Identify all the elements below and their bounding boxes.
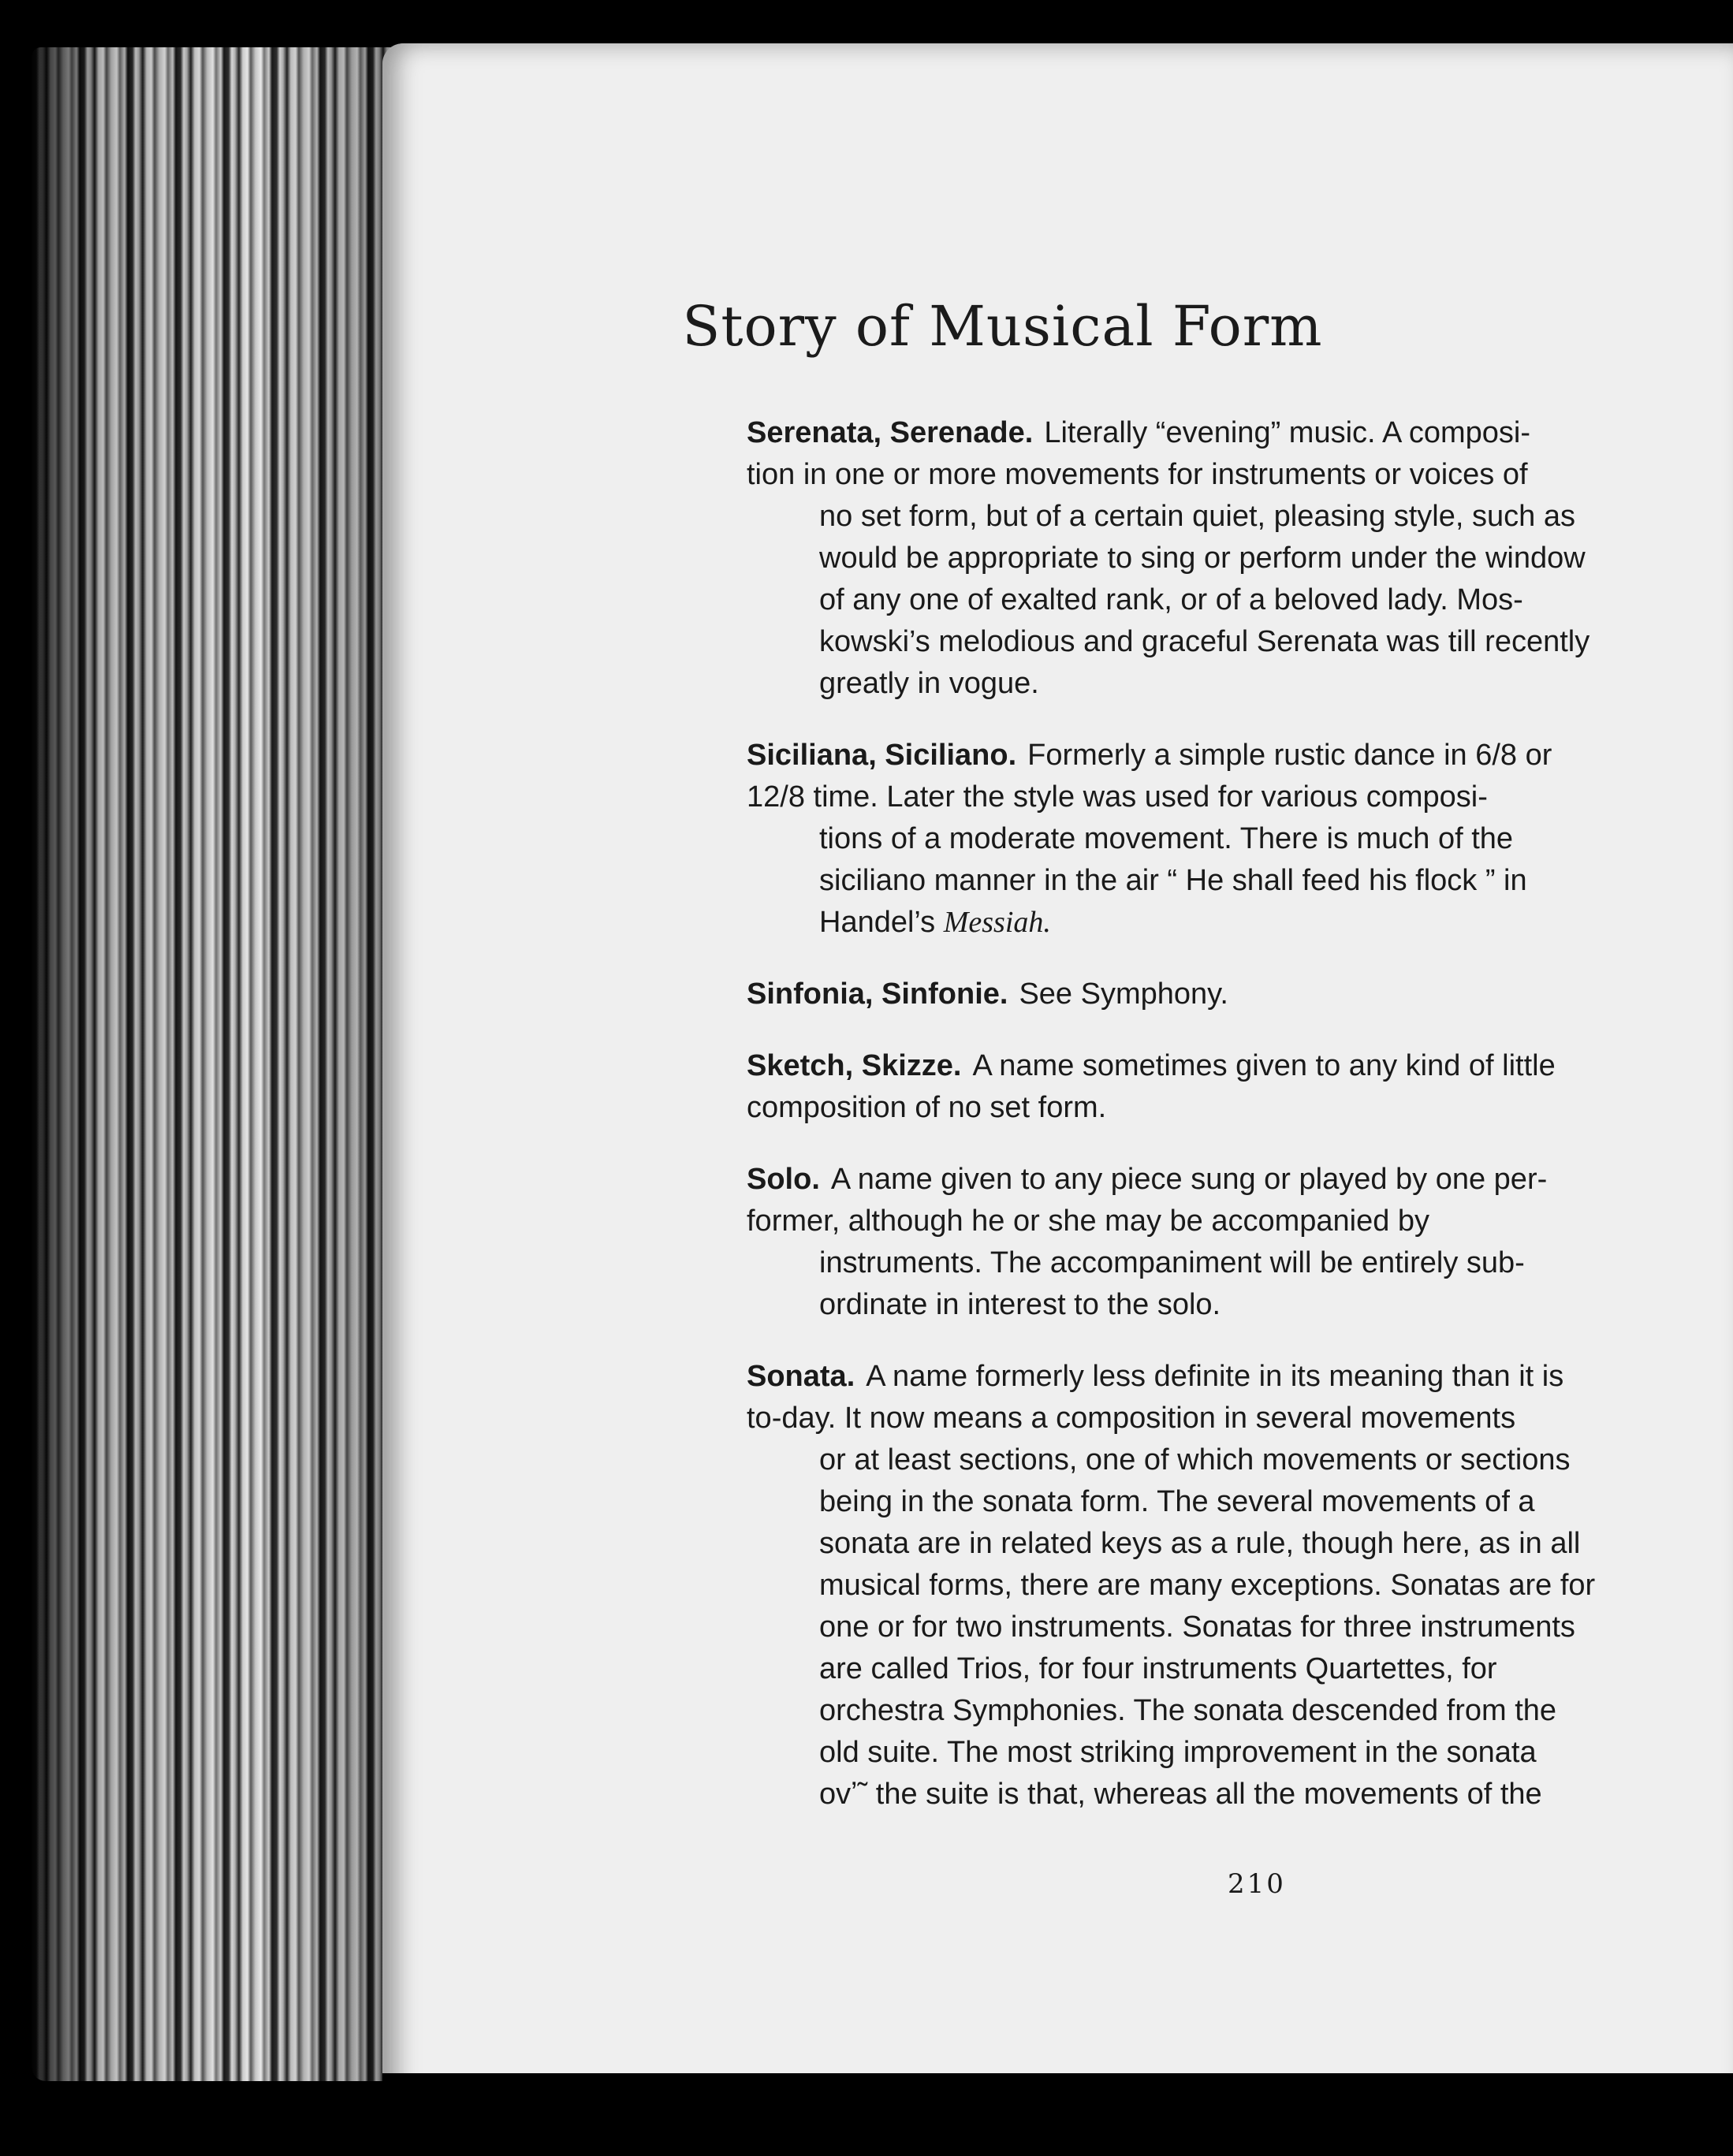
book-page-edges (32, 47, 402, 2081)
entry-text-line: See Symphony. (1019, 977, 1228, 1011)
page-bottom-shadow (382, 2073, 1733, 2156)
entry-text-line: former, although he or she may be accompanied by (747, 1205, 1430, 1238)
entry-text-line: A name given to any piece sung or played by one per- (830, 1163, 1548, 1196)
entry-text-line: greatly in vogue. (819, 667, 1039, 700)
entry-text-line: of any one of exalted rank, or of a beloved lady. Mos- (819, 583, 1523, 616)
page-number: 210 (1228, 1868, 1286, 1900)
entry-text-line: 12/8 time. Later the style was used for various composi- (747, 780, 1488, 814)
entry-text-line: to-day. It now means a composition in several movements (747, 1402, 1516, 1435)
book-page (382, 43, 1733, 2124)
glossary-entry-sketch (747, 1045, 1733, 1129)
page-title: Story of Musical Form (682, 294, 1323, 359)
glossary-entry-serenata (747, 412, 1733, 705)
entry-text-line: are called Trios, for four instruments Quartettes, for (819, 1652, 1497, 1685)
entry-text-line: instruments. The accompaniment will be entirely sub- (819, 1246, 1525, 1279)
entry-text-line: old suite. The most striking improvement in the sonata (819, 1736, 1537, 1769)
entry-text-line: A name formerly less definite in its meaning than it is (866, 1360, 1564, 1393)
entry-text-line: would be appropriate to sing or perform under the window (819, 542, 1586, 575)
entry-term: Serenata, Serenade. (747, 416, 1034, 449)
entry-text-line: orchestra Symphonies. The sonata descended from the (819, 1694, 1557, 1727)
entry-text-line: one or for two instruments. Sonatas for three instruments (819, 1610, 1575, 1644)
entry-text-line: A name sometimes given to any kind of little (972, 1049, 1556, 1082)
entry-text-line: ordinate in interest to the solo. (819, 1288, 1221, 1321)
entry-term: Siciliana, Siciliano. (747, 739, 1017, 772)
entry-text-line: tion in one or more movements for instruments or voices of (747, 458, 1528, 491)
entry-text-line: Formerly a simple rustic dance in 6/8 or (1027, 739, 1552, 772)
entry-text-line: musical forms, there are many exceptions. Sonatas are for (819, 1569, 1596, 1602)
glossary-entry-solo (747, 1159, 1733, 1326)
entry-term: Solo. (747, 1163, 820, 1196)
entry-term: Sinfonia, Sinfonie. (747, 977, 1008, 1011)
entry-term: Sonata. (747, 1360, 855, 1393)
entry-text-line: or at least sections, one of which movements or sections (819, 1443, 1571, 1476)
entry-text-line: kowski’s melodious and graceful Serenata was till recently (819, 625, 1590, 658)
entry-text-line: no set form, but of a certain quiet, pleasing style, such as (819, 500, 1575, 533)
entry-text-line: being in the sonata form. The several movements of a (819, 1485, 1535, 1518)
entry-text-line: siciliano manner in the air “ He shall feed his flock ” in (819, 864, 1527, 897)
entry-text-line: sonata are in related keys as a rule, though here, as in all (819, 1527, 1581, 1560)
entry-text-line: ovʼ˜ the suite is that, whereas all the movements of the (819, 1778, 1542, 1811)
entry-text-line: tions of a moderate movement. There is much of the (819, 822, 1514, 855)
glossary-entry-siciliana (747, 735, 1733, 944)
entry-text-line: Literally “evening” music. A composi- (1044, 416, 1530, 449)
glossary-entry-sinfonia (747, 974, 1733, 1015)
entry-text-line (819, 902, 1733, 944)
glossary-entry-sonata (747, 1356, 1733, 1815)
entry-text-line: composition of no set form. (747, 1091, 1107, 1124)
entry-term: Sketch, Skizze. (747, 1049, 962, 1082)
entry-text-fragment: Handel’s (819, 906, 944, 939)
work-title: Messiah. (943, 906, 1051, 939)
glossary-entries (747, 412, 1733, 1845)
